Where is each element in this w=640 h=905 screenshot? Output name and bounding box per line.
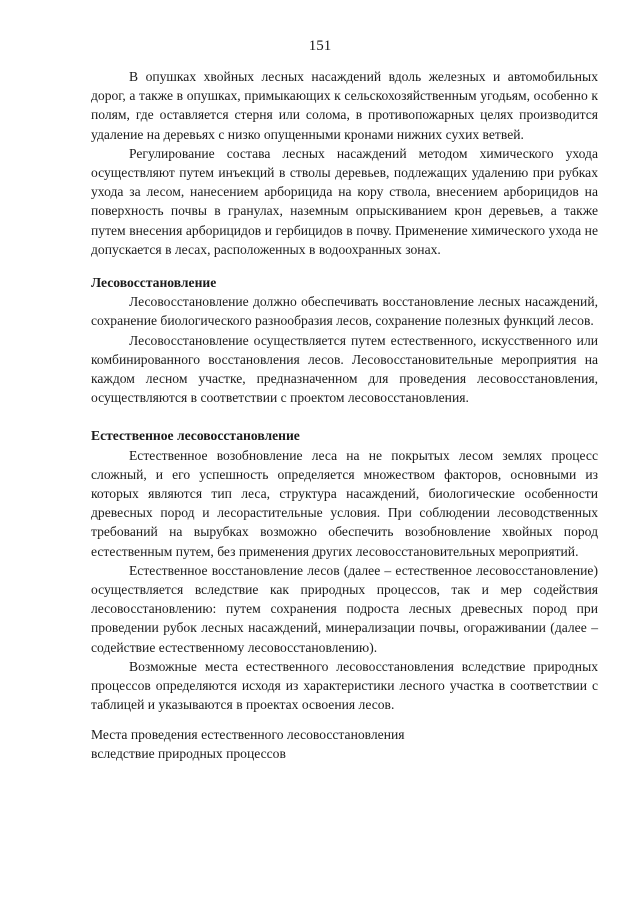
page-number: 151	[308, 38, 332, 54]
paragraph: Регулирование состава лесных насаждений методом химического ухода осуществляют путем инъекций в стволы деревьев, подлежащих удалению при рубках ухода за лесом, нанесением арборицида на кору ствола, внесением арборицидов на поверхность почвы в гранулах, наземным опрыскиванием крон деревьев, а также путем внесения арборицидов и гербицидов в почву. Применение химического ухода не допускается в лесах, расположенных в водоохранных зонах.	[91, 145, 598, 257]
table-caption-line: вследствие природных процессов	[91, 745, 286, 761]
paragraph: Естественное возобновление леса на не покрытых лесом землях процесс сложный, и его успешность определяется множеством факторов, основными из которых являются тип леса, структура насаждений, биологические особенности древесных пород и лесорастительные условия. При соблюдении лесоводственных требований на вырубках возможно обеспечить возобновление хвойных пород естественным путем, без применения других лесовосстановительных мероприятий.	[91, 447, 598, 559]
table-caption-line: Места проведения естественного лесовосстановления	[91, 726, 405, 742]
paragraph: Возможные места естественного лесовосстановления вследствие природных процессов определяются исходя из характеристики лесного участка в соответствии с таблицей и указываются в проектах освоения лесов.	[91, 658, 598, 713]
paragraph: В опушках хвойных лесных насаждений вдоль железных и автомобильных дорог, а также в опушках, примыкающих к сельскохозяйственным угодьям, особенно к полям, где оставляется стерня или солома, в противопожарных целях производится удаление на деревьях с низко опущенными кронами нижних сухих ветвей.	[91, 69, 598, 142]
section-heading-reforestation: Лесовосстановление	[91, 275, 217, 291]
document-body	[91, 67, 598, 763]
paragraph: Естественное восстановление лесов (далее – естественное лесовосстановление) осуществляется вследствие как природных процессов, так и мер содействия лесовосстановлению: путем сохранения подроста лесных древесных пород при проведении рубок лесных насаждений, минерализации почвы, огораживании (далее – содействие естественному лесовосстановлению).	[91, 562, 598, 655]
paragraph: Лесовосстановление осуществляется путем естественного, искусственного или комбинированного восстановления лесов. Лесовосстановительные мероприятия на каждом лесном участке, предназначенном для проведения лесовосстановления, осуществляются в соответствии с проектом лесовосстановления.	[91, 332, 598, 406]
paragraph: Лесовосстановление должно обеспечивать восстановление лесных насаждений, сохранение биологического разнообразия лесов, сохранение полезных функций лесов.	[91, 294, 598, 329]
section-heading-natural-reforestation: Естественное лесовосстановление	[91, 428, 300, 444]
